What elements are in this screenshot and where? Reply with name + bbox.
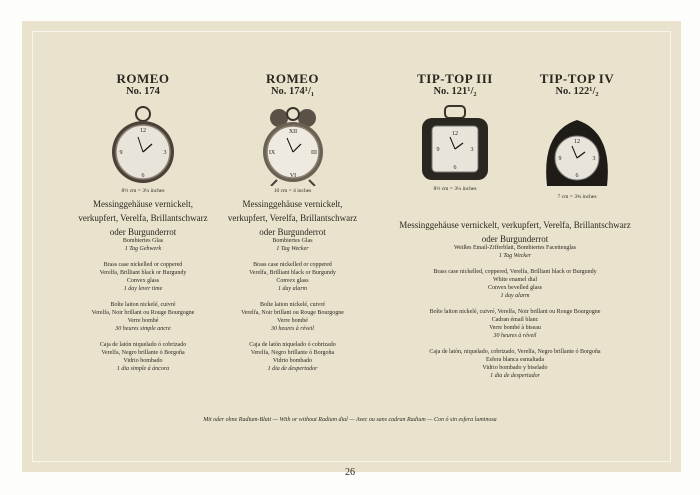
- description-fr-line: Boîte laiton nickelé, cuivré: [110, 302, 176, 308]
- description-en-note: 1 day alarm: [278, 286, 307, 292]
- description-de-note: 1 Tag Wecker: [276, 246, 309, 252]
- svg-text:IX: IX: [268, 150, 275, 156]
- svg-text:3: 3: [470, 147, 474, 153]
- description-de-glass: Bombiertes Glas: [122, 238, 164, 244]
- description-es-line: Vidrio bombado: [123, 358, 163, 364]
- description-en-line: Brass case nickelled or coppered: [103, 262, 183, 268]
- description-de-line: verkupfert, Verelfa, Brillantschwarz: [227, 213, 358, 223]
- description-fr-line: Verelfa, Noir brillant ou Rouge Bourgogne: [241, 310, 344, 316]
- description-fr-line: Verre bombé: [277, 318, 308, 324]
- description-en-note: 1 day lever time: [123, 286, 163, 292]
- description-de-line: verkupfert, Verelfa, Brillantschwarz: [78, 213, 208, 223]
- description-es-line: Caja de latón, niquelado, cobrizado, Verelfa, Negro brillante ó Borgoña: [429, 349, 601, 355]
- svg-text:3: 3: [163, 150, 167, 156]
- description-en-line: Verelfa, Brilliant black or Burgundy: [99, 270, 187, 276]
- description-es: [395, 348, 635, 380]
- description-en-line: White enamel dial: [493, 277, 537, 283]
- description-en: [225, 261, 360, 293]
- description-en-line: Verelfa, Brilliant black or Burgundy: [249, 270, 336, 276]
- product-tip-top-iii: [395, 72, 515, 193]
- description-en-line: Convex bevelled glass: [488, 285, 542, 291]
- svg-text:9: 9: [436, 147, 440, 153]
- dimensions: 7 cm = 3¾ inches: [557, 194, 597, 200]
- description-de-note: 1 Tag Wecker: [498, 253, 532, 259]
- description-fr-line: Cadran émail blanc: [491, 317, 539, 323]
- product-number: No. 121¹/₂: [433, 86, 477, 97]
- description-fr: [225, 301, 360, 333]
- svg-text:9: 9: [119, 150, 123, 156]
- svg-text:XII: XII: [288, 129, 297, 135]
- description-es-line: Vidrio bombado: [272, 358, 313, 364]
- description-es-line: Caja de latón niquelado ó cobrizado: [99, 342, 187, 348]
- description-fr-line: Verelfa, Noir brillant ou Rouge Bourgogne: [91, 310, 195, 316]
- svg-text:12: 12: [452, 131, 458, 137]
- product-title: ROMEO: [265, 71, 320, 86]
- description-de-line: oder Burgunderrot: [481, 234, 549, 244]
- description-de-glass: Bombiertes Glas: [272, 238, 313, 244]
- description-en-note: 1 day alarm: [500, 293, 530, 299]
- description-es-line: Vidrio bombado y biselado: [482, 365, 548, 371]
- product-tip-top-iv: [522, 72, 632, 201]
- svg-text:12: 12: [574, 139, 580, 145]
- svg-text:VI: VI: [289, 173, 296, 179]
- description-de-line: Messinggehäuse vernickelt, verkupfert, Verelfa, Brillantschwarz: [399, 220, 631, 230]
- description-de-note: 1 Tag Gehwerk: [124, 246, 162, 252]
- clock-romeo-174-image: [108, 104, 178, 186]
- dimensions: 8½ cm = 3¼ inches: [433, 186, 477, 192]
- product-title: ROMEO: [116, 71, 170, 86]
- description-fr-line: Verre bombé: [127, 318, 159, 324]
- description-es-note: 1 dia simple á áncora: [116, 366, 170, 372]
- product-title: TIP-TOP III: [417, 71, 493, 86]
- product-number: No. 122¹/₂: [555, 86, 599, 97]
- description-de-line: Messinggehäuse vernickelt,: [93, 199, 193, 209]
- svg-text:6: 6: [141, 173, 145, 179]
- description-fr: [395, 308, 635, 340]
- svg-text:III: III: [310, 150, 317, 156]
- description-de-line: oder Burgunderrot: [109, 227, 177, 237]
- description-fr-line: Boîte laiton nickelé, cuivré, Verelfa, Noir brillant ou Rouge Bourgogne: [429, 309, 601, 315]
- dimensions: 10 cm = 4 inches: [273, 188, 312, 194]
- description-es-line: Verelfa, Negro brillante ó Borgoña: [250, 350, 335, 356]
- product-romeo-174: [78, 72, 208, 373]
- description-es: [225, 341, 360, 373]
- product-romeo-174-1: [225, 72, 360, 373]
- svg-text:3: 3: [592, 156, 596, 162]
- description-es-line: Verelfa, Negro brillante ó Borgoña: [101, 350, 185, 356]
- description-fr-note: 30 heures à réveil: [271, 326, 314, 332]
- radium-dial-note: Mit oder ohne Radium-Blatt — With or without Radium dial — Avec ou sans cadran Radium — Con ó sin esfera luminosa: [203, 417, 497, 423]
- svg-text:6: 6: [575, 173, 579, 179]
- description-fr-note: 30 heures simple ancre: [115, 326, 171, 332]
- product-number: No. 174: [126, 86, 160, 97]
- description-en: [395, 268, 635, 300]
- clock-tip-top-iv-image: [539, 112, 615, 192]
- clock-tip-top-iii-image: [418, 104, 492, 184]
- description-de-line: Messinggehäuse vernickelt,: [242, 199, 343, 209]
- svg-text:6: 6: [453, 165, 457, 171]
- description-fr-line: Verre bombé à biseau: [489, 325, 541, 331]
- description-es: [78, 341, 208, 373]
- description-de-line: oder Burgunderrot: [259, 227, 326, 237]
- page-number: 26: [345, 467, 355, 478]
- description-fr-line: Boîte laiton nickelé, cuivré: [260, 302, 325, 308]
- description-fr-note: 30 heures à réveil: [493, 333, 537, 339]
- svg-text:9: 9: [558, 156, 562, 162]
- description-fr: [78, 301, 208, 333]
- product-title: TIP-TOP IV: [539, 71, 615, 86]
- description-en-line: Brass case nickelled or coppered: [253, 262, 332, 268]
- description-en-line: Brass case nickelled, coppered, Verelfa, Brilliant black or Burgundy: [433, 269, 597, 275]
- description-es-line: Esfera blanca esmaltada: [486, 357, 544, 363]
- shared-description-tip-top: [395, 216, 635, 380]
- description-de-dial: Weißes Email-Zifferblatt, Bombiertes Facettenglas: [453, 245, 577, 251]
- description-es-note: 1 dia de despertador: [490, 373, 540, 379]
- description-en: [78, 261, 208, 293]
- product-number: No. 174¹/₁: [270, 86, 315, 97]
- description-es-note: 1 dia de despertador: [267, 366, 318, 372]
- svg-text:12: 12: [140, 128, 146, 134]
- clock-romeo-174-1-image: [257, 104, 329, 186]
- description-en-line: Convex glass: [276, 278, 309, 284]
- description-es-line: Caja de latón niquelado ó cobrizado: [249, 342, 336, 348]
- dimensions: 8½ cm = 3¼ inches: [121, 188, 165, 194]
- description-en-line: Convex glass: [126, 278, 160, 284]
